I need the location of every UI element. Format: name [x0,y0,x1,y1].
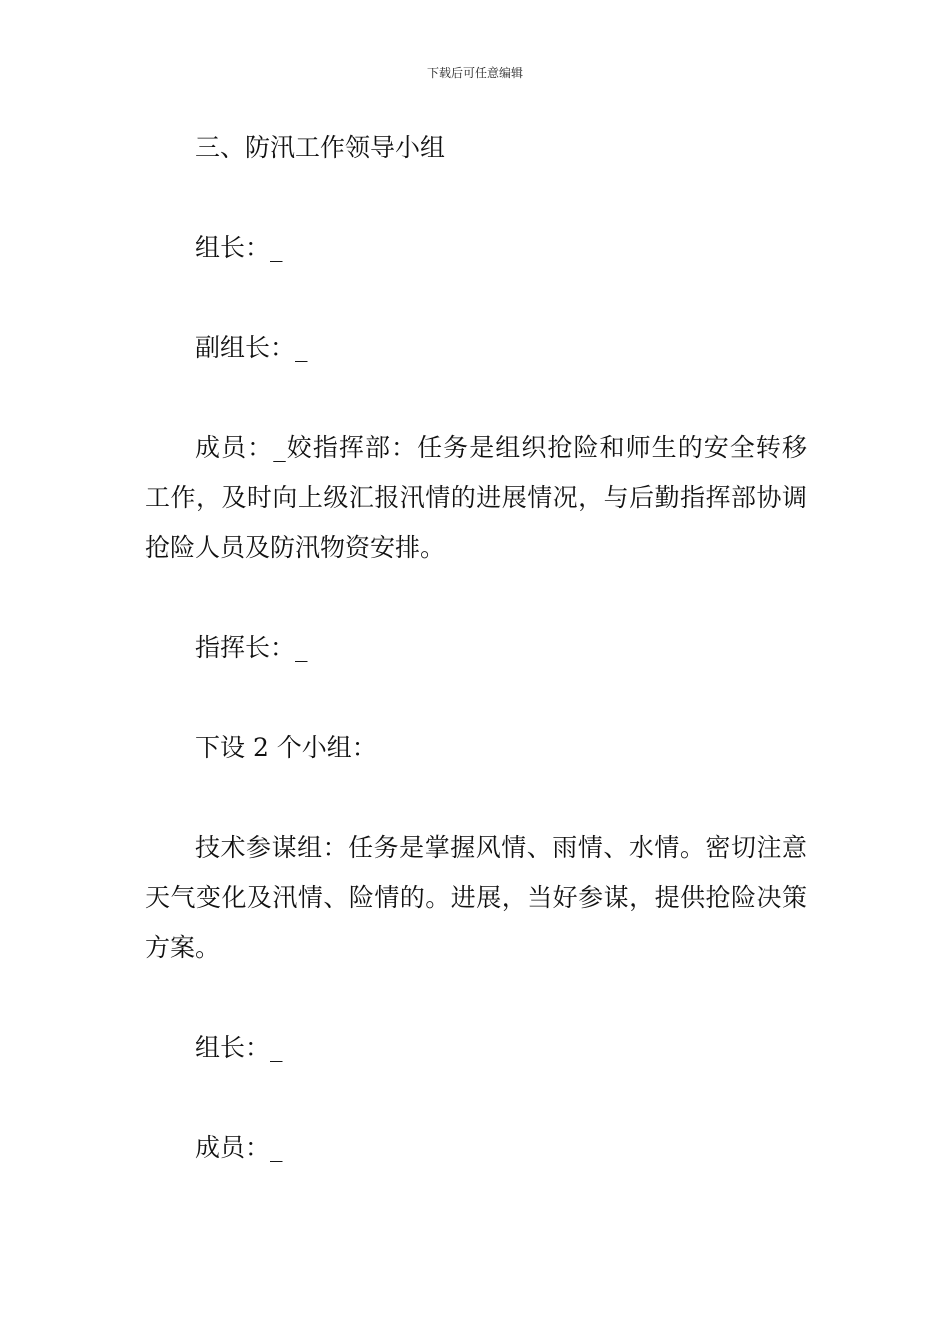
document-body [145,123,807,1173]
paragraph-spacer [145,573,807,623]
paragraph-spacer [145,373,807,423]
group-members-line: 成员：_ [195,1133,283,1162]
paragraph-spacer [145,673,807,723]
paragraph-spacer [145,773,807,823]
members-command-paragraph: 成员：_姣指挥部：任务是组织抢险和师生的安全转移工作，及时向上级汇报汛情的进展情况，与后勤指挥部协调抢险人员及防汛物资安排。 [145,433,807,562]
paragraph-spacer [145,173,807,223]
deputy-leader-line: 副组长：_ [195,333,308,362]
paragraph-spacer [145,273,807,323]
paragraph-spacer [145,973,807,1023]
section-heading: 三、防汛工作领导小组 [195,133,446,162]
technical-group-paragraph: 技术参谋组：任务是掌握风情、雨情、水情。密切注意天气变化及汛情、险情的。进展，当好参谋，提供抢险决策方案。 [145,833,807,962]
page-header-note: 下载后可任意编辑 [426,66,523,80]
group-leader-line: 组长：_ [195,1033,283,1062]
leader-line: 组长：_ [195,233,283,262]
commander-line: 指挥长：_ [195,633,308,662]
paragraph-spacer [145,1073,807,1123]
subgroups-line: 下设 2 个小组： [195,733,377,762]
